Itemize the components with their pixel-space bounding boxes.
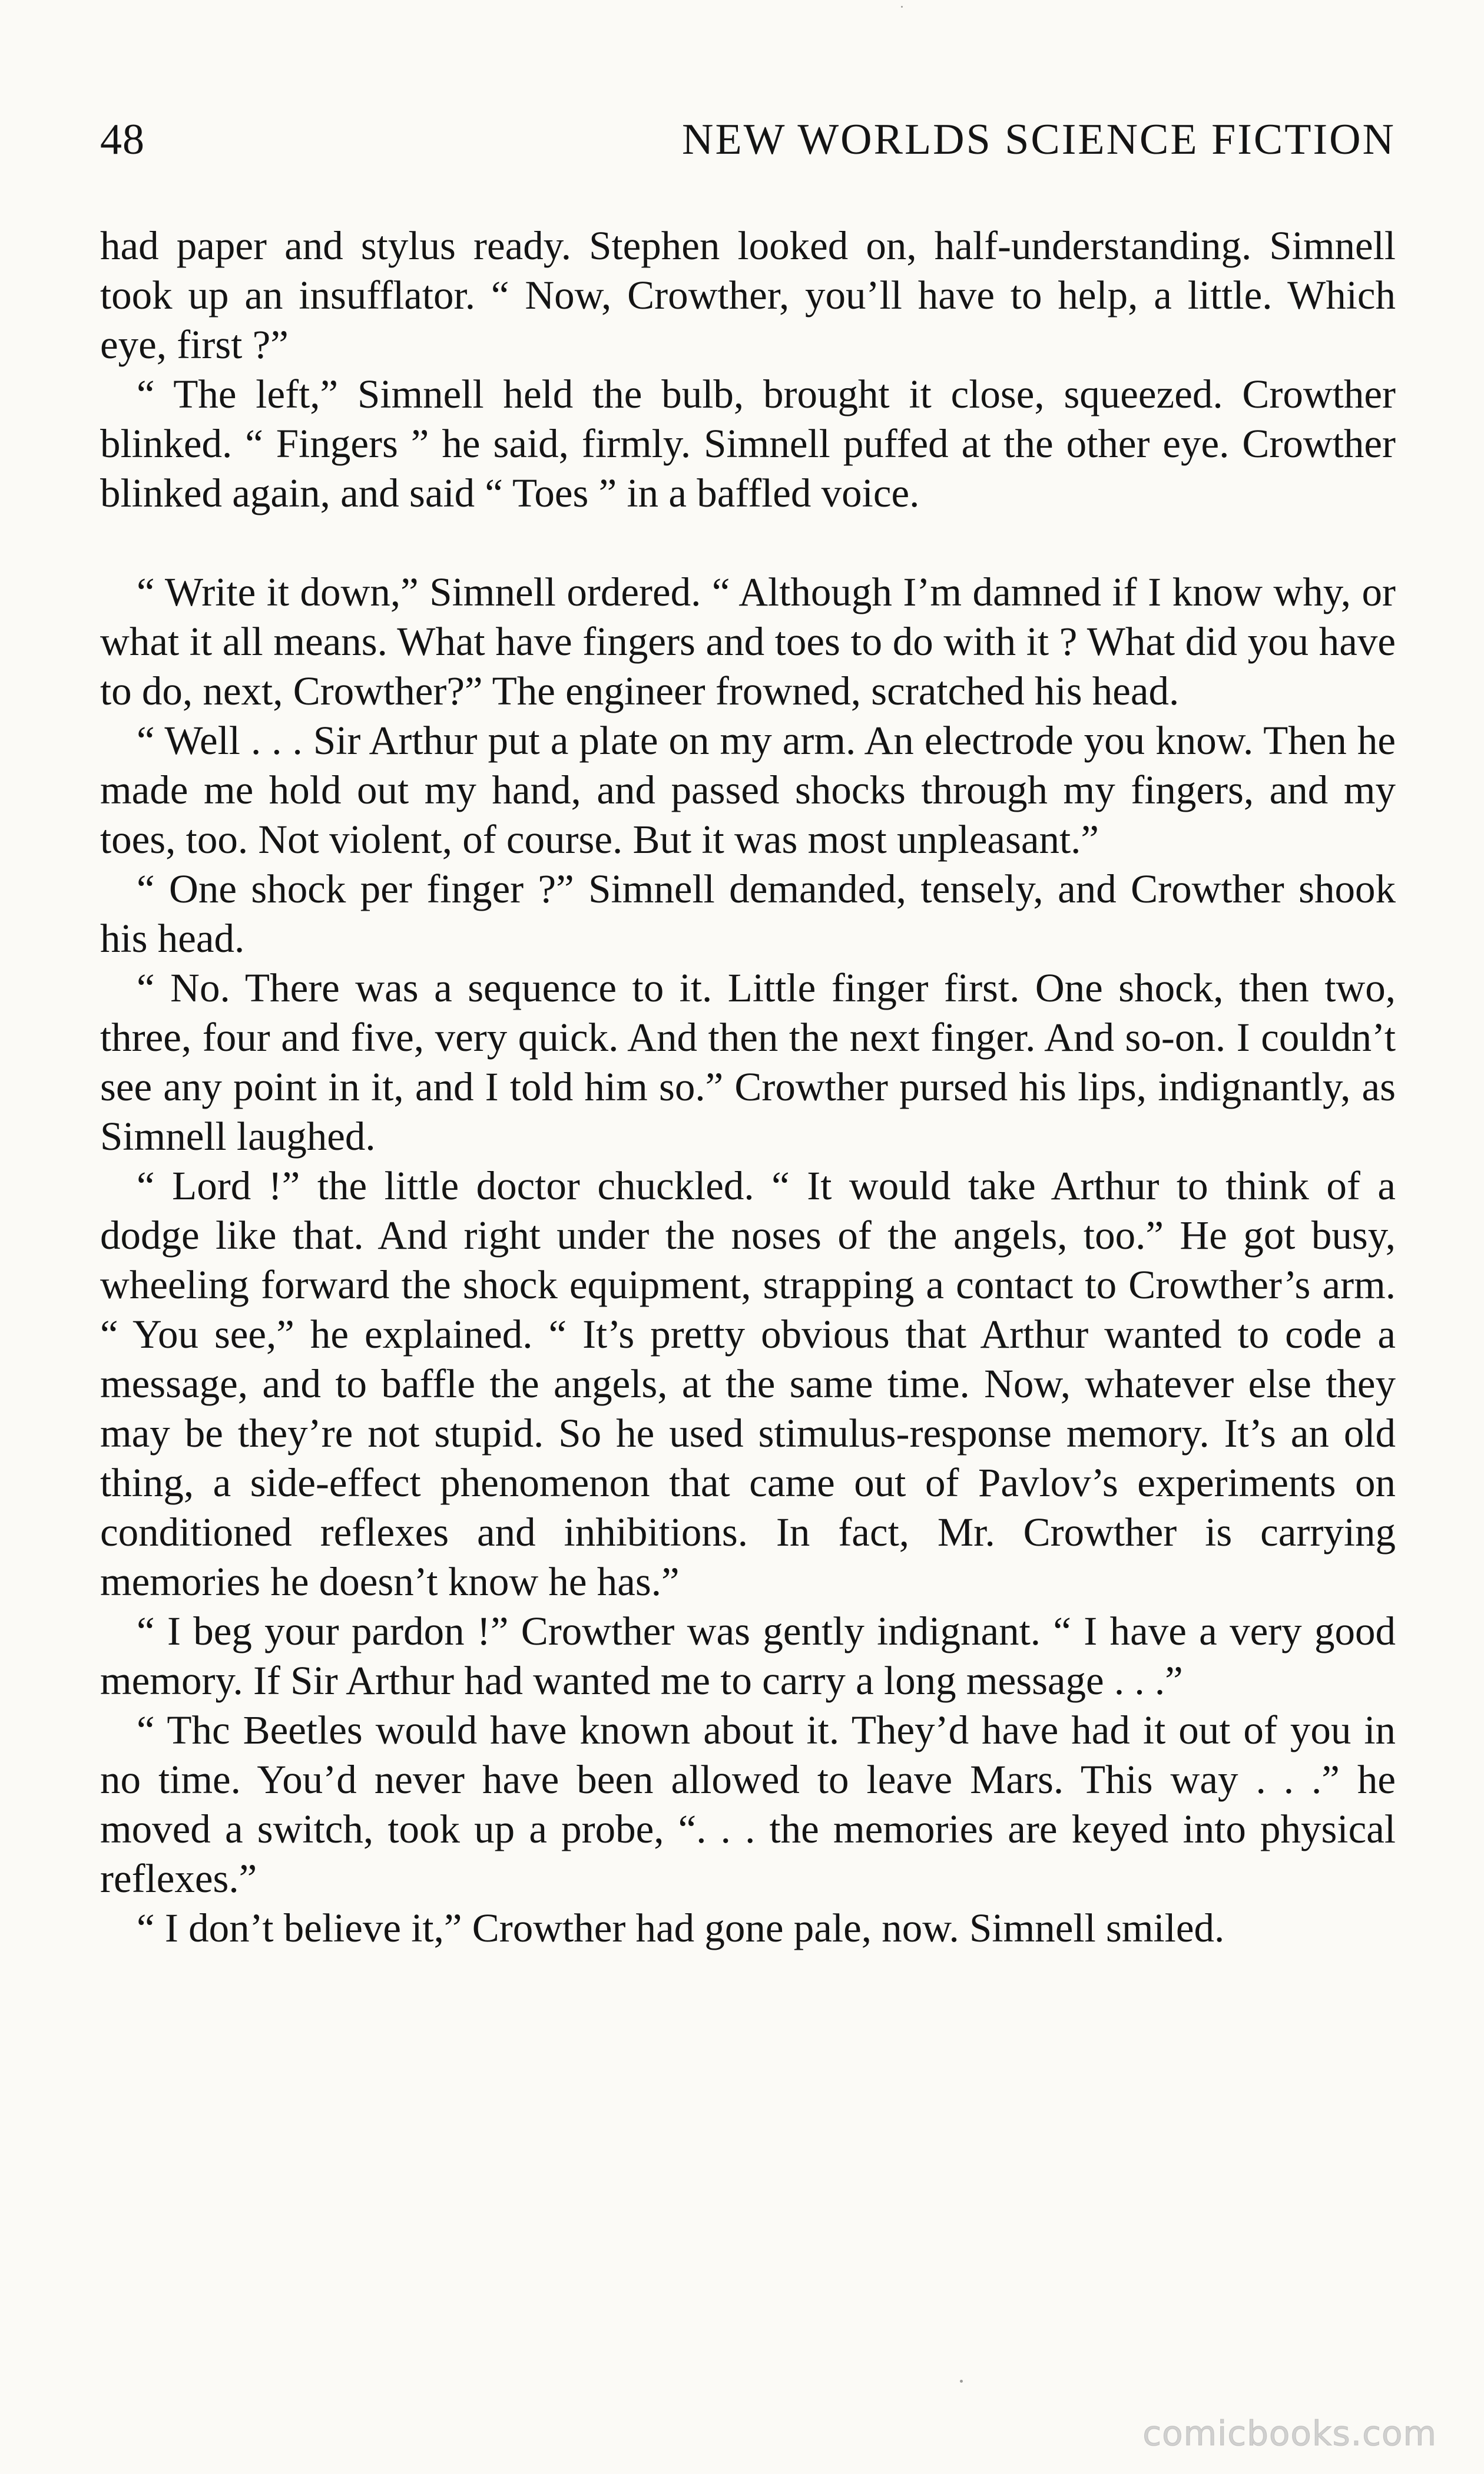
print-speck: [960, 2380, 963, 2383]
page-header: [100, 115, 1396, 183]
paragraph: “ I don’t believe it,” Crowther had gone pale, now. Simnell smiled.: [137, 1906, 1225, 1950]
paragraph: “ I beg your pardon !” Crowther was gently indignant. “ I have a very good memory. If Sir Arthur had wanted me to carry a long message . . .”: [100, 1609, 1396, 1703]
paragraph: had paper and stylus ready. Stephen looked on, half-understanding. Simnell took up an insufflator. “ Now, Crowther, you’ll have to help, a little. Which eye, first ?”: [100, 223, 1396, 367]
body-text: [100, 221, 1396, 1953]
paragraph: “ One shock per finger ?” Simnell demanded, tensely, and Crowther shook his head.: [100, 866, 1396, 961]
paragraph: “ Well . . . Sir Arthur put a plate on my arm. An electrode you know. Then he made me hold out my hand, and passed shocks through my fingers, and my toes, too. Not violent, of course. But it was most unpleasant.”: [100, 718, 1396, 862]
running-head: NEW WORLDS SCIENCE FICTION: [682, 115, 1396, 164]
paragraph: “ No. There was a sequence to it. Little finger first. One shock, then two, three, four and five, very quick. And then the next finger. And so-on. I couldn’t see any point in it, and I told him so.” Crowther pursed his lips, indignantly, as Simnell laughed.: [100, 965, 1396, 1159]
section-break: [100, 518, 1396, 567]
paragraph: “ Write it down,” Simnell ordered. “ Although I’m damned if I know why, or what it all means. What have fingers and toes to do with it ? What did you have to do, next, Crowther?” The engineer frowned, scratched his head.: [100, 570, 1396, 713]
paragraph: “ Lord !” the little doctor chuckled. “ It would take Arthur to think of a dodge like that. And right under the noses of the angels, too.” He got busy, wheeling forward the shock equipment, strapping a contact to Crowther’s arm. “ You see,” he explained. “ It’s pretty obvious that Arthur wanted to code a message, and to baffle the angels, at the same time. Now, whatever else they may be they’re not stupid. So he used stimulus-response memory. It’s an old thing, a side-effect phenomenon that came out of Pavlov’s experiments on conditioned reflexes and inhibitions. In fact, Mr. Crowther is carrying memories he doesn’t know he has.”: [100, 1163, 1396, 1604]
page-number: 48: [100, 115, 145, 164]
print-speck: [901, 6, 903, 8]
paragraph: “ Thc Beetles would have known about it. They’d have had it out of you in no time. You’d never have been allowed to leave Mars. This way . . .” he moved a switch, took up a probe, “. . . the memories are keyed into physical reflexes.”: [100, 1708, 1396, 1901]
paragraph: “ The left,” Simnell held the bulb, brought it close, squeezed. Crowther blinked. “ Fingers ” he said, firmly. Simnell puffed at the other eye. Crowther blinked again, and said “ Toes ” in a baffled voice.: [100, 372, 1396, 515]
watermark: comicbooks.com: [1142, 2413, 1437, 2453]
